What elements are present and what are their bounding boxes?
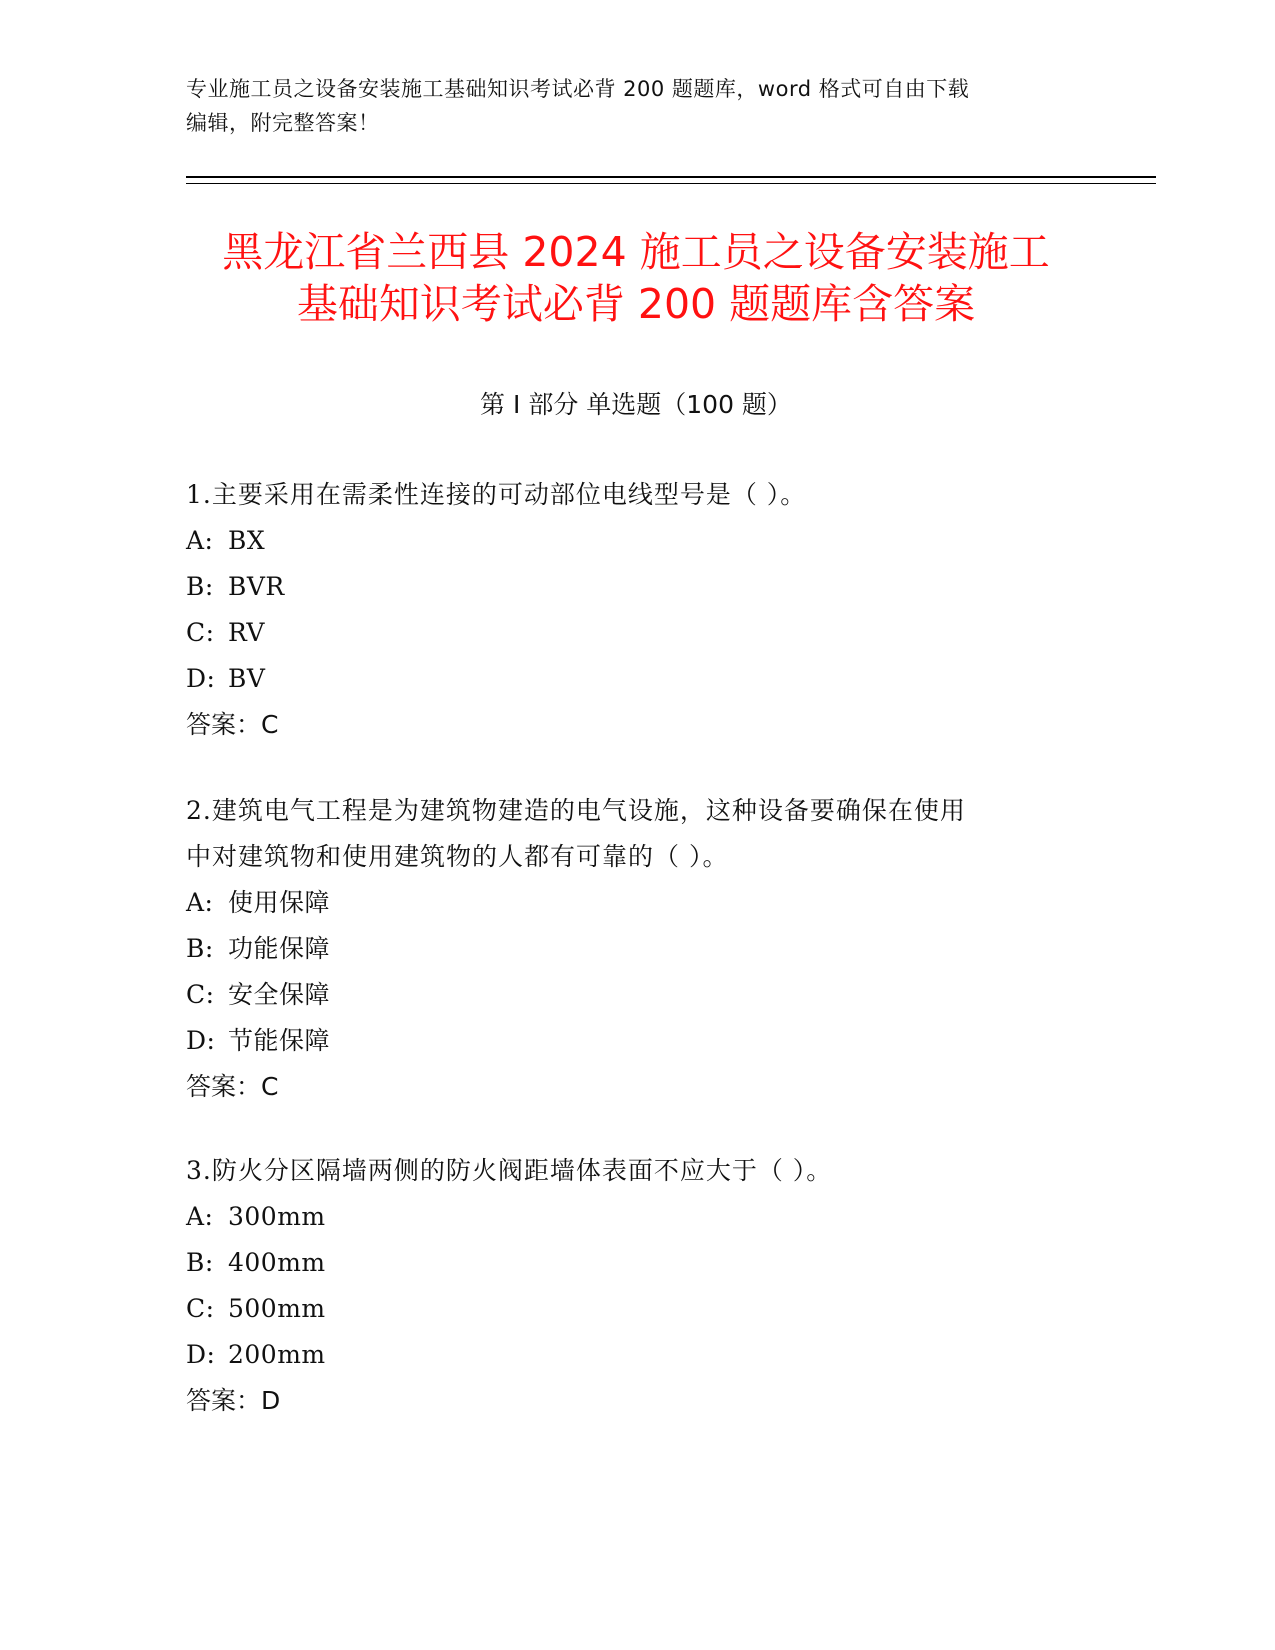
question-2 [186,788,1066,1110]
option-text: 500mm [228,1294,326,1323]
question-3-text: 3.防火分区隔墙两侧的防火阀距墙体表面不应大于（ ）。 [186,1156,833,1185]
header-rule-thick [186,176,1156,178]
question-1-option-d [186,656,1066,702]
option-letter: D: [186,1340,216,1369]
question-2-option-c [186,972,1066,1018]
question-1-option-a [186,518,1066,564]
question-1-answer: 答案：C [186,710,279,739]
question-2-text-line2: 中对建筑物和使用建筑物的人都有可靠的（ ）。 [186,842,729,871]
question-2-option-a [186,880,1066,926]
option-text: BX [228,526,266,555]
question-2-option-d [186,1018,1066,1064]
question-1 [186,472,1066,748]
question-2-option-b [186,926,1066,972]
option-text: 200mm [228,1340,326,1369]
question-3-option-c [186,1286,1066,1332]
question-2-text-line1: 2.建筑电气工程是为建筑物建造的电气设施，这种设备要确保在使用 [186,796,966,825]
question-1-text: 1.主要采用在需柔性连接的可动部位电线型号是（ ）。 [186,480,807,509]
option-text: BVR [228,572,285,601]
option-text: RV [228,618,265,647]
question-2-answer: 答案：C [186,1072,279,1101]
section-title: 第 I 部分 单选题（100 题） [480,390,792,419]
option-letter: B: [186,1248,214,1277]
option-letter: C: [186,618,215,647]
document-title-line1: 黑龙江省兰西县 2024 施工员之设备安装施工 [222,228,1050,276]
option-text: 节能保障 [228,1026,331,1055]
question-3-option-b [186,1240,1066,1286]
option-letter: A: [186,888,214,917]
question-1-option-b [186,564,1066,610]
question-3-answer: 答案：D [186,1386,281,1415]
option-text: 功能保障 [228,934,331,963]
option-text: BV [228,664,266,693]
header-rule-thin [186,183,1156,184]
option-letter: C: [186,980,215,1009]
option-text: 使用保障 [228,888,331,917]
option-text: 300mm [228,1202,326,1231]
option-text: 400mm [228,1248,326,1277]
option-letter: A: [186,526,214,555]
question-3 [186,1148,1066,1424]
option-letter: D: [186,664,216,693]
document-title [186,226,1086,330]
option-letter: A: [186,1202,214,1231]
question-3-option-d [186,1332,1066,1378]
header-note-line2: 编辑，附完整答案！ [186,111,380,135]
document-title-line2: 基础知识考试必背 200 题题库含答案 [296,280,976,328]
option-text: 安全保障 [228,980,331,1009]
option-letter: D: [186,1026,216,1055]
option-letter: B: [186,572,214,601]
option-letter: B: [186,934,214,963]
question-3-option-a [186,1194,1066,1240]
header-note-line1: 专业施工员之设备安装施工基础知识考试必背 200 题题库，word 格式可自由下载 [186,77,970,101]
option-letter: C: [186,1294,215,1323]
question-1-option-c [186,610,1066,656]
header-note [186,72,1086,140]
